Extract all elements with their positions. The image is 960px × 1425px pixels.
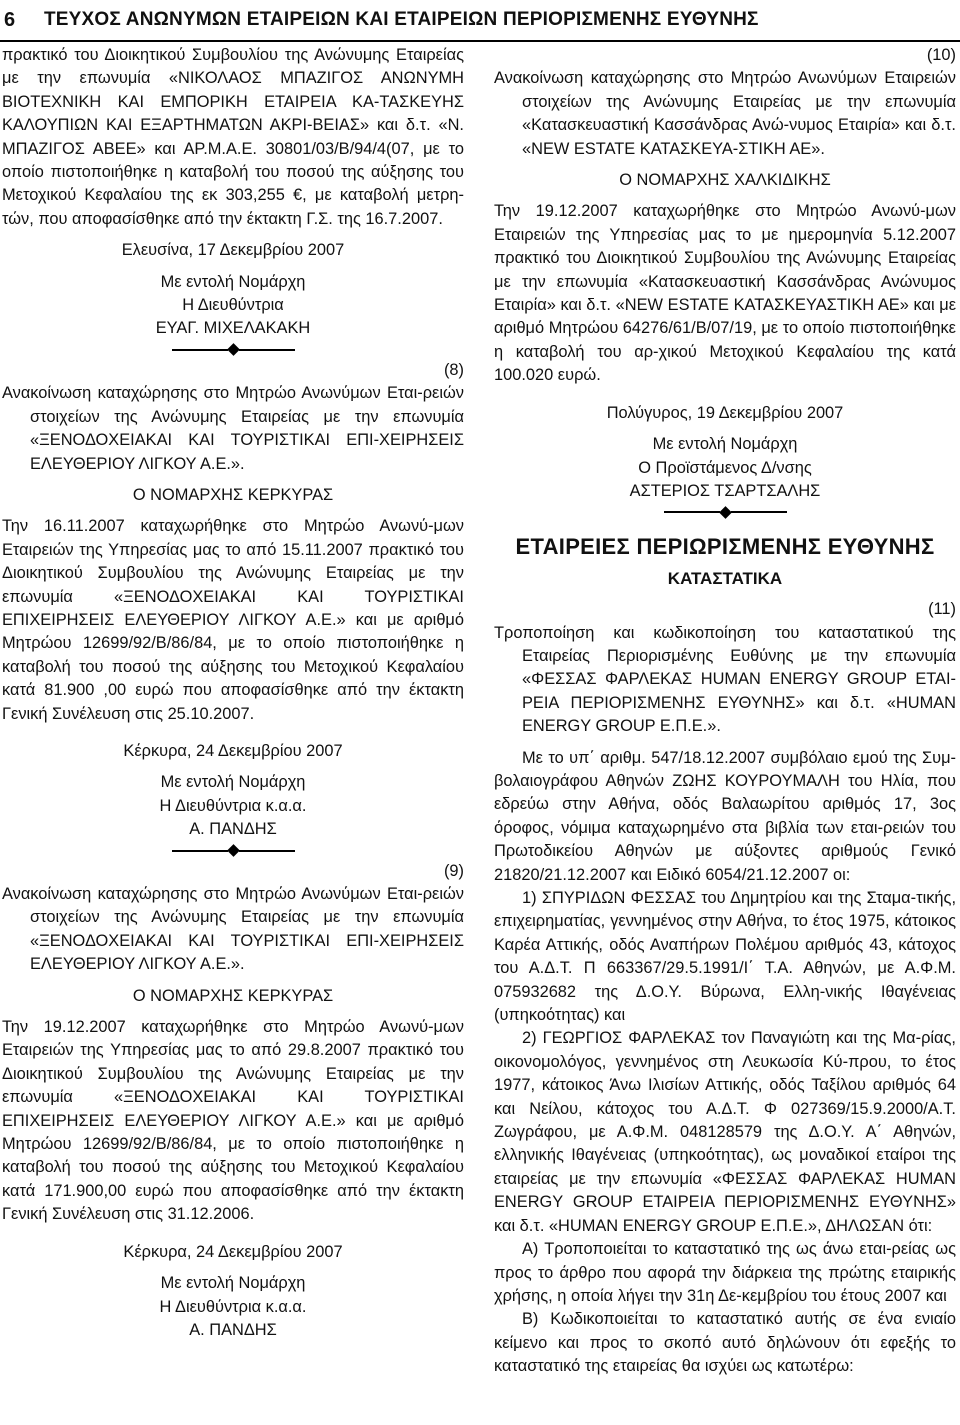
- notice-10-authority: Ο ΝΟΜΑΡΧΗΣ ΧΑΛΚΙΔΙΚΗΣ: [619, 171, 831, 190]
- notice-8-body: Την 16.11.2007 καταχωρήθηκε στο Μητρώο Ανωνύ-μων Εταιρειών της Υπηρεσίας μας το από 15.11.2007 πρακτικό του Διοικητικού Συμβουλίου της Ανώνυμης Εταιρείας με την επωνυμία «ΞΕΝΟΔΟΧΕΙΑΚΑΙ ΚΑΙ ΤΟΥΡΙΣΤΙΚΑΙ ΕΠΙΧΕΙΡΗΣΕΙΣ ΕΛΕΥΘΕΡΙΟΥ ΛΙΓΚΟΥ Α.Ε.» και με αριθμό Μητρώου 12699/92/Β/86/84, με το οποίο πιστοποιήθηκε η καταβολή του ποσού της αύξησης του Μετοχικού Κεφαλαίου κατά 81.900 ,00 ευρώ που αποφασίσθηκε από την έκτακτη Γενική Συνέλευση στις 25.10.2007.: [2, 517, 464, 723]
- notice-11-paragraph-3: 2) ΓΕΩΡΓΙΟΣ ΦΑΡΛΕΚΑΣ τον Παναγιώτη και της Μα-ρίας, οικονομολόγος, γεννημένος στη Λευκωσία Κύ-πρου, το έτος 1977, κάτοικος Άνω Ιλισίων Αττικής, οδός Ταξίλου αριθμός 64 και Νείλου, κάτοχος του Α.Δ.Τ. Φ 027369/15.9.2000/Α.Τ. Ζωγράφου, με Α.Φ.Μ. 048128579 της Δ.Ο.Υ. Α΄ Αθηνών, ελληνικής Ιθαγένειας (υπηκοότητας), ως μοναδικοί εταίροι της εταιρείας με την επωνυμία «ΦΕΣΣΑΣ ΦΑΡΛΕΚΑΣ HUMAN ENERGY GROUP ΕΤΑΙΡΕΙΑ ΠΕΡΙΟΡΙΣΜΕΝΗΣ ΕΥΘΥΝΗΣ» και δ.τ. «HUMAN ENERGY GROUP Ε.Π.Ε.», ΔΗΛΩΣΑΝ ότι:: [494, 1029, 956, 1235]
- notice-11-paragraph-2: 1) ΣΠΥΡΙΔΩΝ ΦΕΣΣΑΣ του Δημητρίου και της Σταμα-τικής, επιχειρηματίας, γεννημένος στην Αθήνα, το έτος 1975, κάτοικος Καρέα Αττικής, οδός Αναπήρων Πολέμου αριθμός 43, κάτοχος του Α.Δ.Τ. Π 663367/29.5.1991/Ι΄ Τ.Α. Αθηνών, με Α.Φ.Μ. 075932682 της Δ.Ο.Υ. Βύρωνα, Ελλη-νικής Ιθαγένειας (υπηκοότητας) και: [494, 889, 956, 1025]
- notice-10-place-date: Πολύγυρος, 19 Δεκεμβρίου 2007: [606, 403, 844, 422]
- notice-10-signature-line-2: Ο Προϊστάμενος Δ/νσης: [638, 458, 812, 477]
- notice-8-number: (8): [443, 360, 464, 379]
- page-number: 6: [4, 8, 16, 31]
- notice-9-signature-name: Α. ΠΑΝΔΗΣ: [189, 1320, 277, 1339]
- intro-signature-line-1: Με εντολή Νομάρχη: [160, 272, 306, 291]
- intro-text: πρακτικό του Διοικητικού Συμβουλίου της Ανώνυμης Εταιρείας με την επωνυμία «ΝΙΚΟΛΑΟΣ ΜΠΑΖΙΓΟΣ ΑΝΩΝΥΜΗ ΒΙΟΤΕΧΝΙΚΗ ΚΑΙ ΕΜΠΟΡΙΚΗ ΕΤΑΙΡΕΙΑ ΚΑ-ΤΑΣΚΕΥΗΣ ΚΑΛΟΥΠΙΩΝ ΚΑΙ ΕΞΑΡΤΗΜΑΤΩΝ ΑΚΡΙ-ΒΕΙΑΣ» και δ.τ. «Ν. ΜΠΑΖΙΓΟΣ ΑΒΕΕ» και ΑΡ.Μ.Α.Ε. 30801/03/Β/94/4(07, με το οποίο πιστοποιήθηκε η καταβολή του ποσού της αύξησης του Μετοχικού Κεφαλαίου της εκ 303,255 €, με καταβολή μετρη-τών, που αποφασίσθηκε από την έκτακτη Γ.Σ. της 16.7.2007.: [2, 46, 464, 228]
- notice-10-title: Ανακοίνωση καταχώρησης στο Μητρώο Ανωνύμων Εταιρειών στοιχείων της Ανώνυμης Εταιρείας με την επωνυμία «Κατασκευαστική Κασσάνδρας Ανώ-νυμος Εταιρία» και δ.τ. «NEW ESTATE ΚΑΤΑΣΚΕΥΑ-ΣΤΙΚΗ ΑΕ».: [494, 69, 956, 158]
- notice-9-authority: Ο ΝΟΜΑΡΧΗΣ ΚΕΡΚΥΡΑΣ: [132, 986, 334, 1005]
- intro-signature-name: ΕΥΑΓ. ΜΙΧΕΛΑΚΑΚΗ: [155, 319, 311, 338]
- notice-10-number: (10): [926, 46, 956, 64]
- notice-8-authority: Ο ΝΟΜΑΡΧΗΣ ΚΕΡΚΥΡΑΣ: [132, 485, 334, 504]
- running-title: ΤΕΥΧΟΣ ΑΝΩΝΥΜΩΝ ΕΤΑΙΡΕΙΩΝ ΚΑΙ ΕΤΑΙΡΕΙΩΝ ΠΕΡΙΟΡΙΣΜΕΝΗΣ ΕΥΘΥΝΗΣ: [44, 9, 759, 30]
- right-column: [494, 44, 956, 1379]
- left-column: [2, 44, 464, 1342]
- separator-ornament: [494, 503, 956, 521]
- notice-8-title: Ανακοίνωση καταχώρησης στο Μητρώο Ανωνύμων Εται-ρειών στοιχείων της Ανώνυμης Εταιρείας με την επωνυμία «ΞΕΝΟΔΟΧΕΙΑΚΑΙ ΚΑΙ ΤΟΥΡΙΣΤΙΚΑΙ ΕΠΙ-ΧΕΙΡΗΣΕΙΣ ΕΛΕΥΘΕΡΙΟΥ ΛΙΓΚΟΥ Α.Ε.».: [2, 384, 464, 473]
- notice-8-signature-line-2: Η Διευθύντρια κ.α.α.: [159, 796, 307, 815]
- section-title: ΕΤΑΙΡΕΙΕΣ ΠΕΡΙΩΡΙΣΜΕΝΗΣ ΕΥΘΥΝΗΣ: [515, 534, 935, 560]
- notice-11-paragraph-1: Με το υπ΄ αριθμ. 547/18.12.2007 συμβόλαιο εμού της Συμ-βολαιογράφου Αθηνών ΖΩΗΣ ΚΟΥΡΟΥΜΑΛΗ του Ηλία, που εδρεύω στην Αθήνα, οδός Βαλαωρίτου αριθμός 17, 3ος όροφος, νόμιμα καταχωρημένο στα βιβλία των εται-ρειών του Πρωτοδικείου Αθηνών με αύξοντες αριθμούς Γενικό 21820/21.12.2007 και Ειδικό 6054/21.12.2007 οι:: [494, 748, 956, 884]
- notice-8-place-date: Κέρκυρα, 24 Δεκεμβρίου 2007: [123, 741, 343, 760]
- diamond-icon: [227, 844, 240, 857]
- notice-9-place-date: Κέρκυρα, 24 Δεκεμβρίου 2007: [123, 1242, 343, 1261]
- notice-10-signature-name: ΑΣΤΕΡΙΟΣ ΤΣΑΡΤΣΑΛΗΣ: [629, 481, 821, 500]
- notice-9-title: Ανακοίνωση καταχώρησης στο Μητρώο Ανωνύμων Εται-ρειών στοιχείων της Ανώνυμης Εταιρείας με την επωνυμία «ΞΕΝΟΔΟΧΕΙΑΚΑΙ ΚΑΙ ΤΟΥΡΙΣΤΙΚΑΙ ΕΠΙ-ΧΕΙΡΗΣΕΙΣ ΕΛΕΥΘΕΡΙΟΥ ΛΙΓΚΟΥ Α.Ε.».: [2, 885, 464, 974]
- notice-11-number: (11): [928, 600, 956, 619]
- diamond-icon: [227, 344, 240, 357]
- notice-9-body: Την 19.12.2007 καταχωρήθηκε στο Μητρώο Ανωνύ-μων Εταιρειών της Υπηρεσίας μας το από 29.8.2007 πρακτικό του Διοικητικού Συμβουλίου της Ανώνυμης Εταιρείας με την επωνυμία «ΞΕΝΟΔΟΧΕΙΑΚΑΙ ΚΑΙ ΤΟΥΡΙΣΤΙΚΑΙ ΕΠΙΧΕΙΡΗΣΕΙΣ ΕΛΕΥΘΕΡΙΟΥ ΛΙΓΚΟΥ Α.Ε.» και με αριθμό Μητρώου 12699/92/Β/86/84, με το οποίο πιστοποιήθηκε η καταβολή του ποσού της αύξησης του Μετοχικού Κεφαλαίου κατά 171.900,00 ευρώ που αποφασίσθηκε από την έκτακτη Γενική Συνέλευση στις 31.12.2006.: [2, 1018, 464, 1224]
- intro-signature-line-2: Η Διευθύντρια: [182, 296, 284, 315]
- separator-ornament: [2, 842, 464, 860]
- intro-place-date: Ελευσίνα, 17 Δεκεμβρίου 2007: [121, 241, 345, 260]
- page-header: [0, 0, 960, 42]
- subsection-title: ΚΑΤΑΣΤΑΤΙΚΑ: [667, 568, 783, 588]
- notice-10-signature-line-1: Με εντολή Νομάρχη: [652, 435, 798, 454]
- notice-9-signature-line-2: Η Διευθύντρια κ.α.α.: [159, 1297, 307, 1316]
- notice-11-paragraph-4: Α) Τροποποιείται το καταστατικό της ως άνω εται-ρείας ως προς το άρθρο που αφορά την διάρκεια της πρώτης εταιρικής χρήσης, η οποία λήγει την 31η Δε-κεμβρίου του έτους 2007 και: [494, 1240, 956, 1305]
- notice-9-signature-line-1: Με εντολή Νομάρχη: [160, 1274, 306, 1293]
- notice-8-signature-name: Α. ΠΑΝΔΗΣ: [189, 820, 277, 839]
- notice-11-paragraph-5: Β) Κωδικοποιείται το καταστατικό αυτής σε ένα ενιαίο κείμενο και προς το σκοπό αυτό δηλώνουν ότι εφεξής το καταστατικό της εταιρείας θα ισχύει ως κατωτέρω:: [494, 1310, 956, 1376]
- notice-11-title: Τροποποίηση και κωδικοποίηση του καταστατικού της Εταιρείας Περιορισμένης Ευθύνης με την επωνυμία «ΦΕΣΣΑΣ ΦΑΡΛΕΚΑΣ HUMAN ENERGY GROUP ΕΤΑΙ-ΡΕΙΑ ΠΕΡΙΟΡΙΣΜΕΝΗΣ ΕΥΘΥΝΗΣ» και δ.τ. «HUMAN ENERGY GROUP Ε.Π.Ε.».: [494, 623, 956, 736]
- notice-8-signature-line-1: Με εντολή Νομάρχη: [160, 773, 306, 792]
- separator-ornament: [2, 341, 464, 359]
- notice-9-number: (9): [443, 861, 464, 880]
- notice-10-body: Την 19.12.2007 καταχωρήθηκε στο Μητρώο Ανωνύ-μων Εταιρειών της Υπηρεσίας μας το με ημερομηνία 5.12.2007 πρακτικό του Διοικητικού Συμβουλίου της Ανώνυμης Εταιρείας με την επωνυμία «Κατασκευαστική Κασσάνδρας Ανώνυμος Εταιρία» και δ.τ. «NEW ESTATE ΚΑΤΑΣΚΕΥΑΣΤΙΚΗ ΑΕ» και με αριθμό Μητρώου 64276/61/Β/07/19, με το οποίο πιστοποιήθηκε η καταβολή του αρ-χικού Μετοχικού Κεφαλαίου της κατά 100.020 ευρώ.: [494, 202, 956, 385]
- diamond-icon: [719, 506, 732, 519]
